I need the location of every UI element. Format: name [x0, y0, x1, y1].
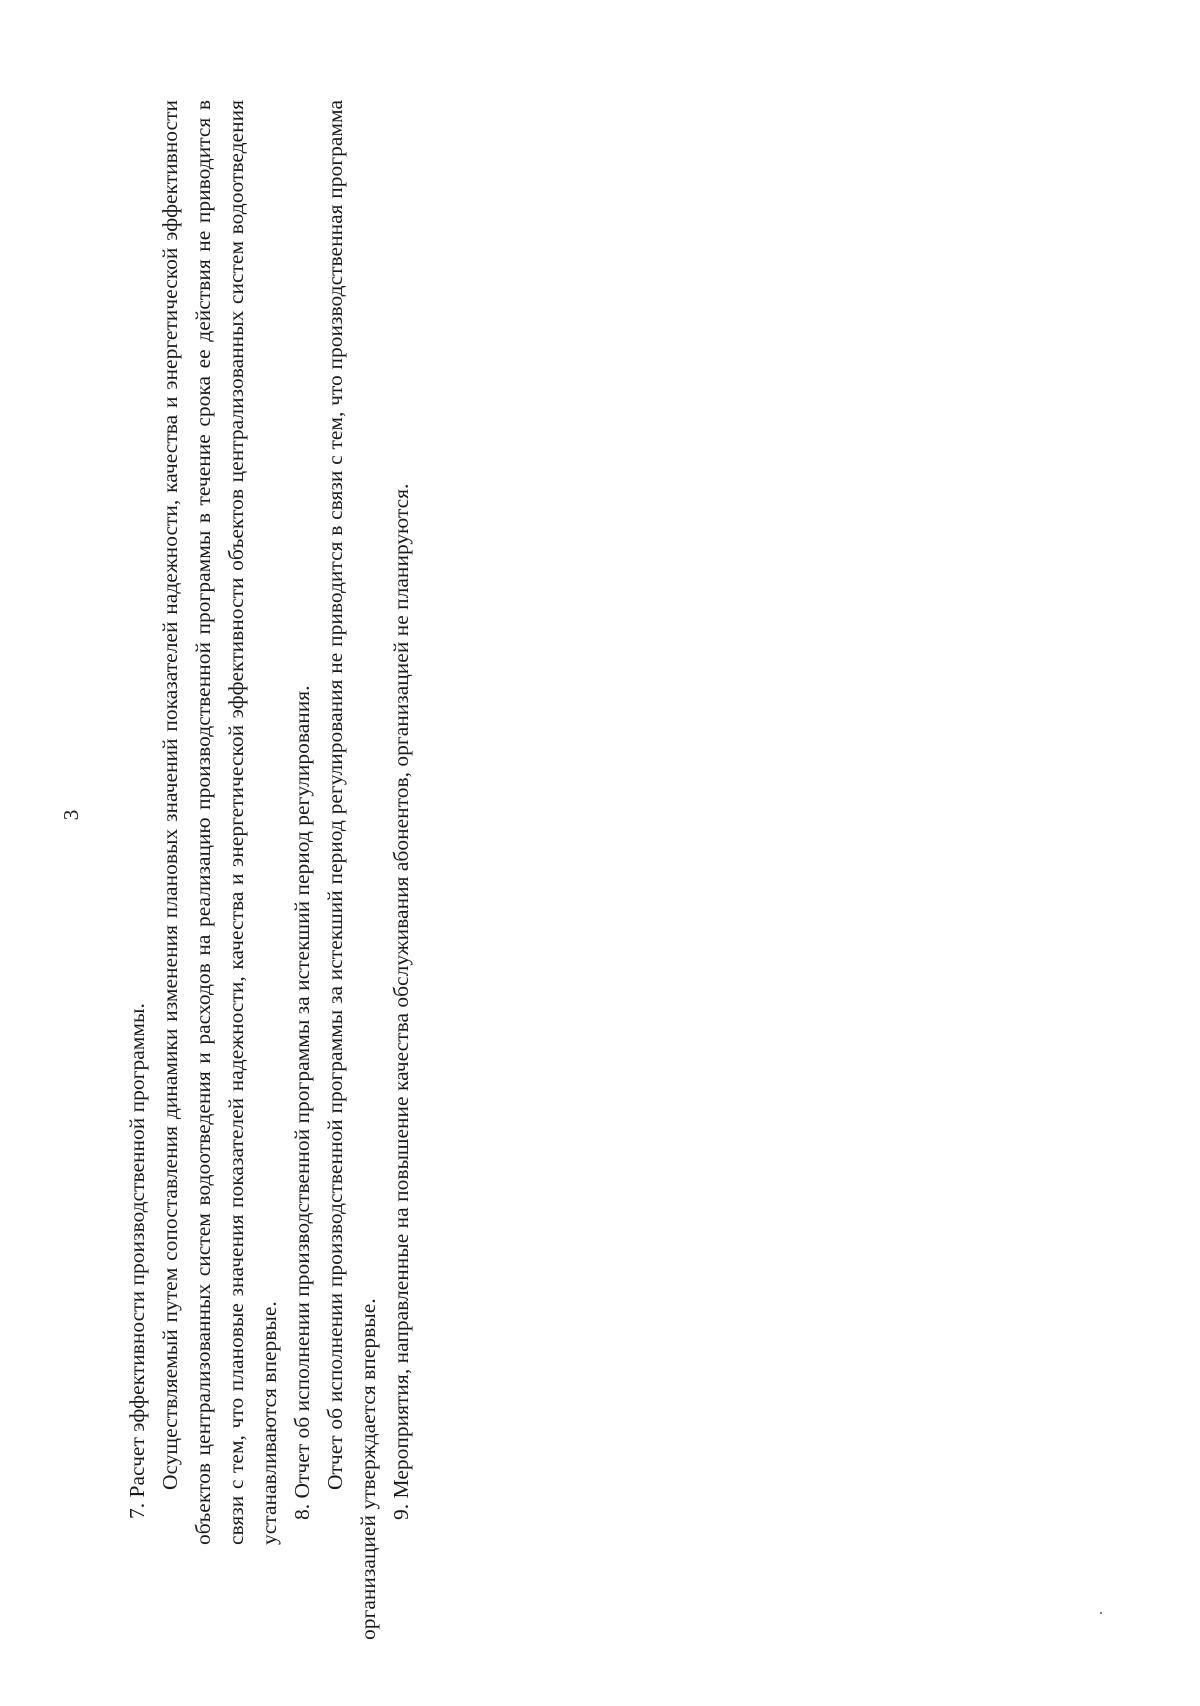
page-number: 3: [59, 809, 83, 821]
section-8-heading: 8. Отчет об исполнении производственной программы за истекший период регулирования.: [290, 685, 314, 1520]
text-block: [121, 80, 418, 1640]
rotated-content: [55, 80, 485, 1640]
section-7-heading: 7. Расчет эффективности производственной программы.: [125, 1003, 149, 1519]
scan-speck: [1100, 1612, 1102, 1614]
section-7-body: Осуществляемый путем сопоставления динамики изменения плановых значений показателей надежности, качества и энергетической эффективности объектов централизованных систем водоотведения и расходов на реализацию производственной программы в течение срока ее действия не приводится в связи с тем, что плановые значения показателей надежности, качества и энергетической эффективности объектов централизованных систем водоотведения устанавливаются впервые.: [158, 100, 281, 1545]
section-9-heading: 9. Мероприятия, направленные на повышение качества обслуживания абонентов, организацией не планируются.: [389, 483, 413, 1520]
section-8-body: Отчет об исполнении производственной программы за истекший период регулирования не приводится в связи с тем, что производственная программа организацией утверждается впервые.: [323, 100, 380, 1640]
